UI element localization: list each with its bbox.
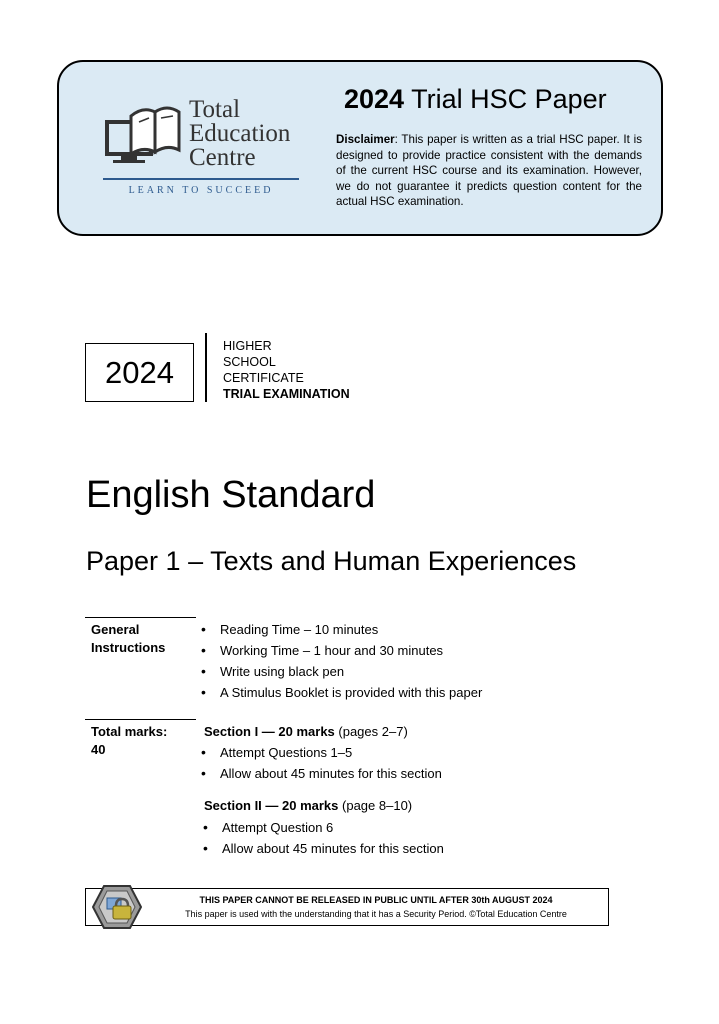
general-instructions-list — [199, 619, 482, 703]
disclaimer-text: : This paper is written as a trial HSC paper. It is designed to provide practice consistent with the demands of the current HSC course and its examination. However, we do not guarantee it predicts question content for the actual HSC examination. — [336, 133, 642, 209]
book-monitor-icon — [103, 102, 183, 168]
exam-type — [223, 338, 350, 402]
list-item: • Attempt Question 6 — [201, 817, 444, 838]
list-item: • Attempt Questions 1–5 — [199, 742, 442, 763]
total-marks-label — [91, 723, 167, 759]
general-label-line-1: General — [91, 622, 140, 637]
subject-title: English Standard — [86, 474, 376, 516]
list-item: • Allow about 45 minutes for this section — [201, 838, 444, 859]
logo-line-3: Centre — [189, 144, 256, 171]
general-label-line-2: Instructions — [91, 640, 166, 655]
section-2-list — [201, 817, 444, 859]
list-item: • Write using black pen — [199, 661, 482, 682]
banner-title — [344, 84, 607, 115]
exam-type-line-4: TRIAL EXAMINATION — [223, 387, 350, 401]
year-divider — [205, 333, 207, 402]
general-instructions-label — [91, 621, 165, 657]
section-1-pages: (pages 2–7) — [334, 724, 408, 739]
logo-tagline: LEARN TO SUCCEED — [128, 185, 274, 196]
notice-security-period: This paper is used with the understanding that it has a Security Period. ©Total Education Centre — [185, 909, 567, 919]
security-lock-icon — [92, 884, 142, 930]
general-rule — [85, 617, 196, 618]
disclaimer — [336, 132, 642, 210]
total-marks-value: 40 — [91, 742, 106, 757]
marks-rule — [85, 719, 196, 720]
section-1-heading — [204, 724, 408, 739]
banner-title-year: 2024 — [344, 84, 405, 114]
section-1-list — [199, 742, 442, 784]
total-marks-label-line-1: Total marks: — [91, 724, 168, 739]
section-2-pages: (page 8–10) — [338, 798, 413, 813]
header-banner — [57, 60, 663, 236]
exam-type-line-2: SCHOOL — [223, 355, 276, 369]
exam-type-line-1: HIGHER — [223, 339, 272, 353]
exam-year-box: 2024 — [85, 343, 194, 402]
logo-text — [189, 98, 290, 170]
list-item: • Allow about 45 minutes for this section — [199, 763, 442, 784]
banner-title-text: Trial HSC Paper — [411, 84, 607, 114]
section-2-heading — [204, 798, 412, 813]
security-notice — [85, 888, 609, 926]
section-2-title: Section II — 20 marks — [204, 798, 339, 813]
exam-type-line-3: CERTIFICATE — [223, 371, 304, 385]
paper-title: Paper 1 – Texts and Human Experiences — [86, 546, 577, 576]
disclaimer-label: Disclaimer — [336, 133, 395, 146]
section-1-title: Section I — 20 marks — [204, 724, 335, 739]
list-item: • A Stimulus Booklet is provided with this paper — [199, 682, 482, 703]
notice-release-date: THIS PAPER CANNOT BE RELEASED IN PUBLIC UNTIL AFTER 30th AUGUST 2024 — [199, 895, 553, 905]
logo-divider — [103, 178, 299, 180]
logo — [103, 98, 303, 198]
list-item: • Reading Time – 10 minutes — [199, 619, 482, 640]
list-item: • Working Time – 1 hour and 30 minutes — [199, 640, 482, 661]
logo-line-2: Education — [189, 120, 291, 147]
logo-line-1: Total — [189, 96, 241, 123]
